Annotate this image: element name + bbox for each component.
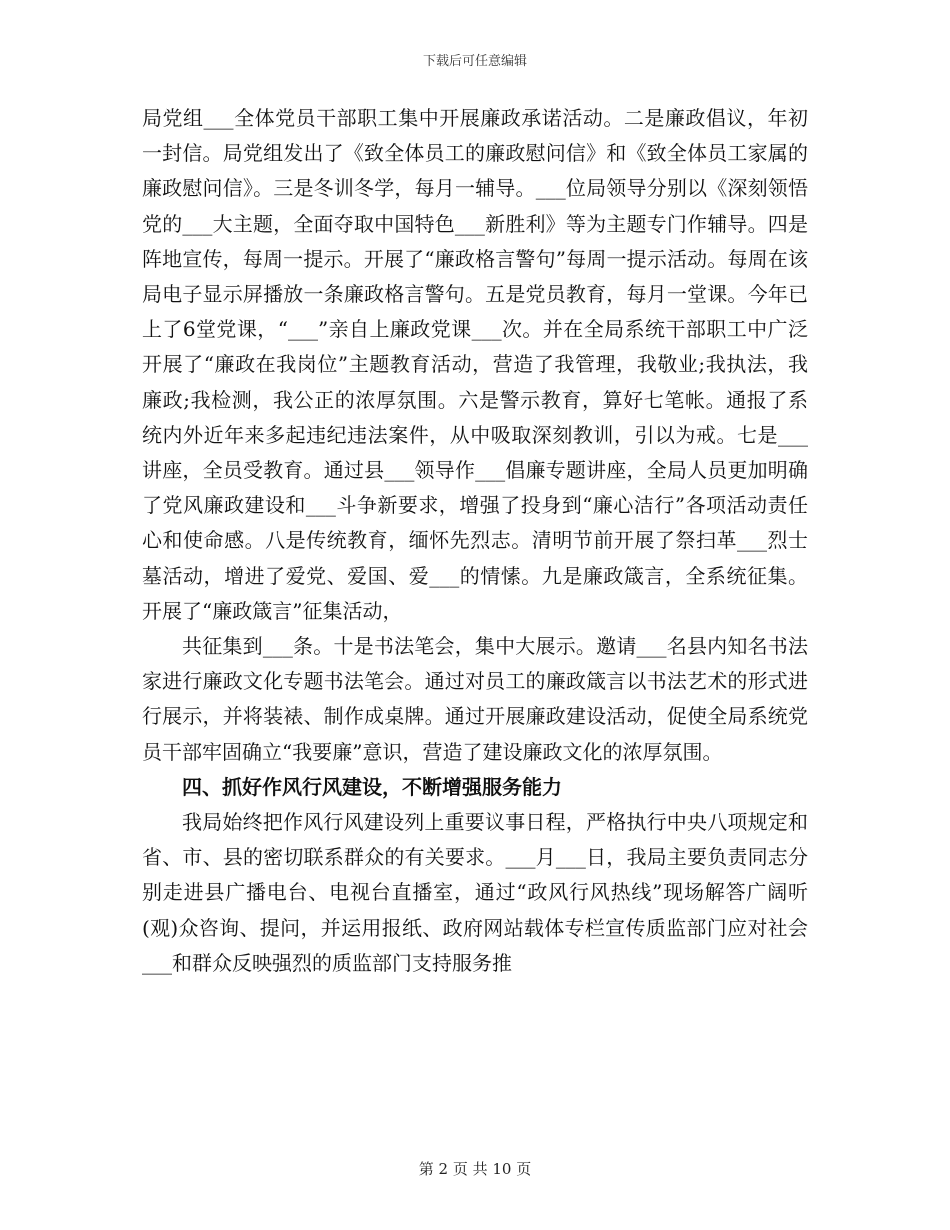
document-body xyxy=(142,101,808,981)
paragraph-3: 我局始终把作风行风建设列上重要议事日程，严格执行中央八项规定和省、市、县的密切联系群众的有关要求。___月___日，我局主要负责同志分别走进县广播电台、电视台直播室，通过“政风行风热线”现场解答广阔听(观)众咨询、提问，并运用报纸、政府网站载体专栏宣传质监部门应对社会___和群众反映强烈的质监部门支持服务推 xyxy=(142,810,808,975)
page-header: 下载后可任意编辑 xyxy=(422,54,527,69)
page-footer: 第 2 页 共 10 页 xyxy=(418,1160,532,1178)
paragraph-1: 局党组___全体党员干部职工集中开展廉政承诺活动。二是廉政倡议，年初一封信。局党组发出了《致全体员工的廉政慰问信》和《致全体员工家属的廉政慰问信》。三是冬训冬学，每月一辅导。___位局领导分别以《深刻领悟党的___大主题，全面夺取中国特色___新胜利》等为主题专门作辅导。四是阵地宣传，每周一提示。开展了“廉政格言警句”每周一提示活动。每周在该局电子显示屏播放一条廉政格言警句。五是党员教育，每月一堂课。今年已上了6堂党课，“___”亲自上廉政党课___次。并在全局系统干部职工中广泛开展了“廉政在我岗位”主题教育活动，营造了我管理，我敬业;我执法，我廉政;我检测，我公正的浓厚氛围。六是警示教育，算好七笔帐。通报了系统内外近年来多起违纪违法案件，从中吸取深刻教训，引以为戒。七是___讲座，全员受教育。通过县___领导作___倡廉专题讲座，全局人员更加明确了党风廉政建设和___斗争新要求，增强了投身到“廉心洁行”各项活动责任心和使命感。八是传统教育，缅怀先烈志。清明节前开展了祭扫革___烈士墓活动，增进了爱党、爱国、爱___的情愫。九是廉政箴言，全系统征集。开展了“廉政箴言”征集活动， xyxy=(142,106,808,623)
section-heading: 四、抓好作风行风建设，不断增强服务能力 xyxy=(182,774,562,799)
paragraph-2: 共征集到___条。十是书法笔会，集中大展示。邀请___名县内知名书法家进行廉政文化专题书法笔会。通过对员工的廉政箴言以书法艺术的形式进行展示，并将装裱、制作成桌牌。通过开展廉政建设活动，促使全局系统党员干部牢固确立“我要廉”意识，营造了建设廉政文化的浓厚氛围。 xyxy=(142,634,808,764)
